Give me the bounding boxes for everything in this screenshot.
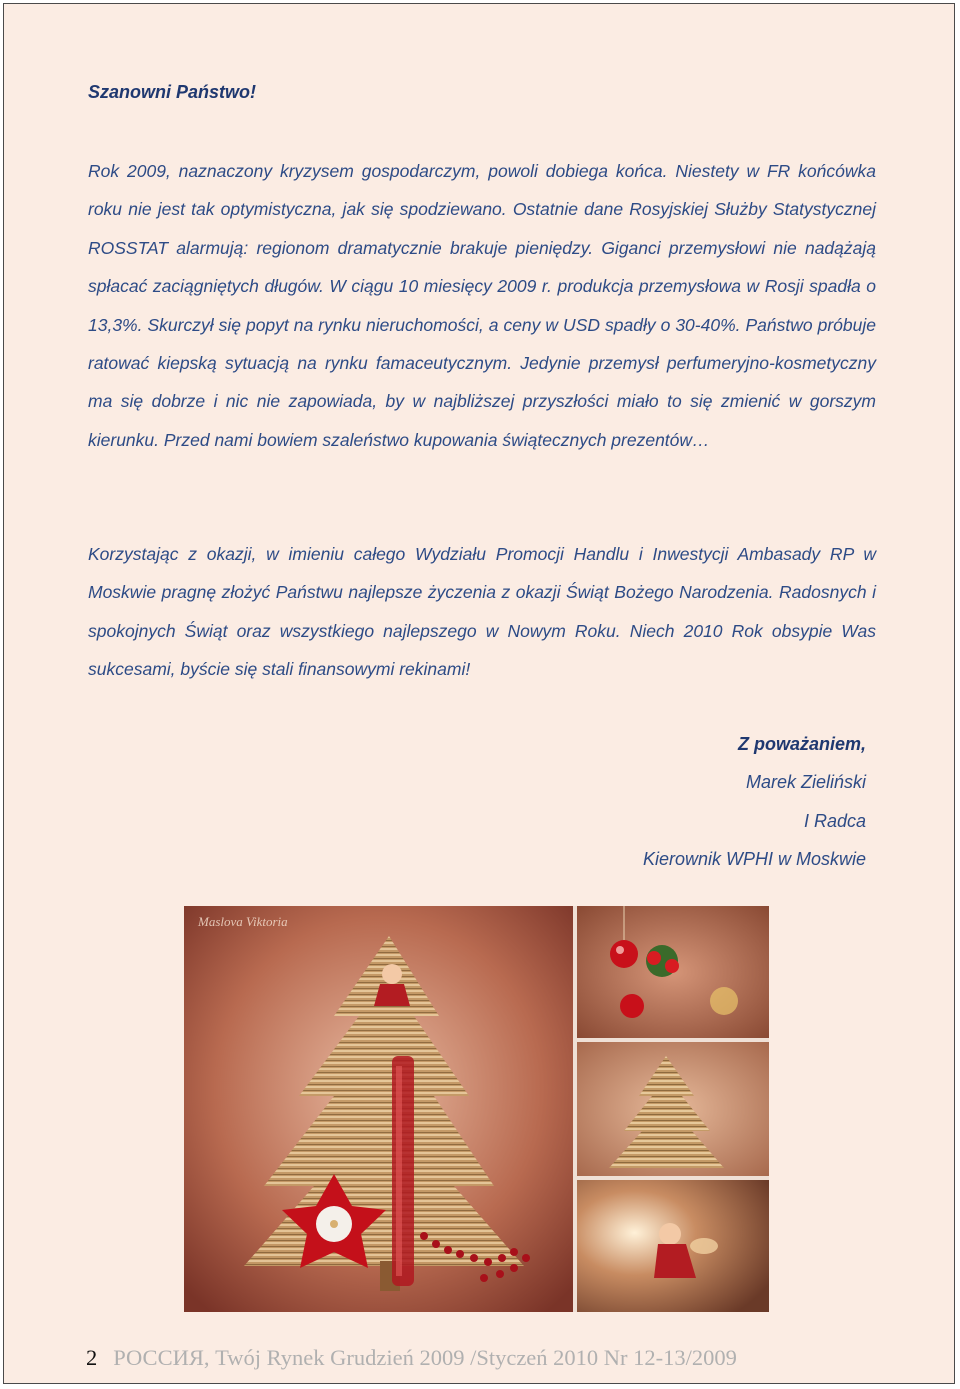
page-number: 2 <box>86 1345 98 1370</box>
closing-line: Z poważaniem, <box>737 734 866 754</box>
red-vase <box>392 1056 414 1286</box>
greeting: Szanowni Państwo! <box>88 82 257 102</box>
photo-watermark: Maslova Viktoria <box>198 914 288 929</box>
paragraph-economy: Rok 2009, naznaczony kryzysem gospodarczym, powoli dobiega końca. Niestety w FR końcówka roku nie jest tak optymistyczna, jak się spodziewano. Ostatnie dane Rosyjskiej Służby Statystycznej ROSSTAT alarmują: regionom dramatycznie brakuje pieniędzy. Giganci przemysłowi nie nadążają spłacać zaciągniętych długów. W ciągu 10 miesięcy 2009 r. produkcja przemysłowa w Rosji spadła o 13,3%. Skurczył się popyt na rynku nieruchomości, a ceny w USD spadły o 30-40%. Państwo próbuje ratować kiepską sytuacją na rynku famaceutycznym. Jedynie przemysł perfumeryjno-kosmetyczny ma się dobrze i nic nie zapowiada, by w najbliższej przyszłości miało to się zmienić w gorszym kierunku. Przed nami bowiem szaleństwo kupowania świątecznych prezentów… <box>88 161 876 450</box>
paragraph-wishes: Korzystając z okazji, w imieniu całego Wydziału Promocji Handlu i Inwestycji Ambasady RP w Moskwie pragnę złożyć Państwu najlepsze życzenia z okazji Świąt Bożego Narodzenia. Radosnych i spokojnych Świąt oraz wszystkiego najlepszego w Nowym Roku. Niech 2010 Rok obsypie Was sukcesami, byście się stali finansowymi rekinami! <box>88 544 876 680</box>
signature-block <box>366 725 866 878</box>
signer-role: Kierownik WPHI w Moskwie <box>642 848 866 869</box>
christmas-photo-collage <box>184 906 769 1312</box>
page-footer <box>86 1345 737 1371</box>
signer-title: I Radca <box>803 810 866 831</box>
letter-page <box>3 3 955 1384</box>
signer-name: Marek Zieliński <box>745 772 866 793</box>
publication-title: РОССИЯ, Twój Rynek Grudzień 2009 /Styczeń 2010 Nr 12-13/2009 <box>113 1345 737 1370</box>
